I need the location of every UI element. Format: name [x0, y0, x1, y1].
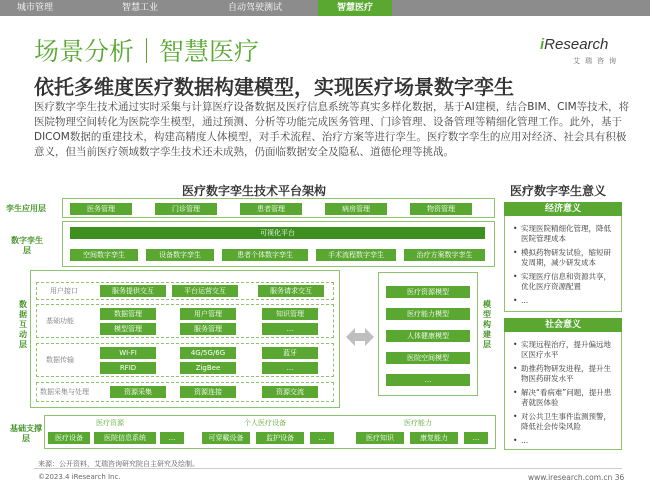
bf-item-data-management: 数据管理 — [100, 308, 156, 320]
infra-medical-devices: 医疗设备 — [48, 432, 90, 444]
list-item: • 实现医院精细化管理，降低医院管理成本 — [512, 224, 618, 244]
footer-divider — [34, 468, 622, 469]
infra-monitors: 监护设备 — [256, 432, 304, 444]
tab-smart-industry[interactable]: 智慧工业 — [121, 3, 158, 13]
dc-item-resource-exchange: 资源交流 — [262, 386, 318, 398]
model-more: ... — [386, 374, 470, 386]
list-item: • 实现远程治疗，提升偏远地区医疗水平 — [512, 340, 618, 360]
model-medical-resources: 医疗资源模型 — [386, 286, 470, 298]
bf-item-more: ... — [262, 323, 318, 335]
twin-item-device: 设备数字孪生 — [146, 249, 214, 261]
layer-label-model: 模型构建层 — [483, 300, 491, 349]
basic-functions-label: 基础功能 — [46, 317, 74, 325]
ui-item-platform-operation: 平台运营交互 — [172, 285, 238, 297]
model-medical-capability: 医疗能力模型 — [386, 308, 470, 320]
layer-label-interaction: 数据互动层 — [19, 300, 27, 349]
page-subtitle: 依托多维度医疗数据构建模型，实现医疗场景数字孪生 — [34, 75, 514, 99]
significance-title: 医疗数字孪生意义 — [510, 184, 607, 198]
visualization-platform: 可视化平台 — [70, 227, 485, 239]
model-human-health: 人体健康模型 — [386, 330, 470, 342]
bf-item-knowledge-management: 知识管理 — [262, 308, 318, 320]
tab-autonomous-driving[interactable]: 自动驾驶测试 — [227, 3, 282, 13]
description-paragraph: 医疗数字孪生技术通过实时采集与计算医疗设备数据及医疗信息系统等真实多样化数据，基于AI建模，结合BIM、CIM等技术，将医院物理空间转化为医院孪生模型，通过预测、分析等功能完成医务管理、门诊管理、设备管理等精细化管理工作。此外，基于DICOM数据的重建技术，构建高精度人体模型，对手术流程、治疗方案等进行孪生。医疗数字孪生的应用对经济、社会具有积极意义，但当前医疗领域数字孪生技术还未成熟，仍面临数据安全及隐私、道德伦理等挑战。 — [34, 101, 630, 158]
page-number: 36 — [614, 473, 625, 482]
ui-item-service-request: 服务请求交互 — [258, 285, 324, 297]
list-item: • ... — [512, 296, 618, 306]
layer-label-application: 孪生应用层 — [6, 204, 46, 213]
twin-item-treatment: 治疗方案数字孪生 — [404, 249, 485, 261]
user-interface-label: 用户接口 — [50, 287, 78, 295]
dt-item-bluetooth: 蓝牙 — [262, 347, 318, 359]
data-collection-label: 数据采集与处理 — [40, 388, 89, 396]
bidirectional-arrow-icon — [346, 326, 374, 348]
app-item-outpatient: 门诊管理 — [155, 203, 217, 215]
bf-item-service-management: 服务管理 — [180, 323, 236, 335]
infra-medical-capability-label: 医疗能力 — [404, 419, 432, 427]
data-transmission-label: 数据传输 — [46, 356, 74, 364]
tab-smart-healthcare[interactable]: 智慧医疗 — [318, 0, 392, 16]
twin-item-space: 空间数字孪生 — [70, 249, 138, 261]
dt-item-zigbee: ZigBee — [180, 362, 236, 374]
tab-city-management[interactable]: 城市管理 — [16, 3, 53, 13]
bf-item-model-management: 模型管理 — [100, 323, 156, 335]
layer-label-twin: 数字孪生层 — [11, 236, 43, 255]
app-item-ward: 病房管理 — [325, 203, 387, 215]
dt-item-cellular: 4G/5G/6G — [180, 347, 236, 359]
dt-item-rfid: RFID — [100, 362, 156, 374]
app-item-patient: 患者管理 — [240, 203, 302, 215]
list-item: • ... — [512, 436, 618, 446]
list-item: • 解决“看病难”问题，提升患者就医体验 — [512, 388, 618, 408]
iresearch-logo: iResearch 艾瑞咨询 — [540, 36, 621, 65]
social-significance-list — [512, 340, 618, 450]
economic-significance-list — [512, 224, 618, 310]
infra-medical-knowledge: 医疗知识 — [356, 432, 404, 444]
list-item: • 实现医疗信息和资源共享，优化医疗资源配置 — [512, 272, 618, 292]
dt-item-more: ... — [262, 362, 318, 374]
app-item-supplies: 物资管理 — [410, 203, 472, 215]
ui-item-service-provision: 服务提供交互 — [100, 285, 166, 297]
twin-item-patient: 患者个体数字孪生 — [222, 249, 308, 261]
twin-item-surgery: 手术流程数字孪生 — [316, 249, 396, 261]
infra-wearables: 可穿戴设备 — [202, 432, 250, 444]
infra-his: 医院信息系统 — [94, 432, 156, 444]
infra-personal-devices-label: 个人医疗设备 — [244, 419, 286, 427]
infra-medical-resources-label: 医疗资源 — [96, 419, 124, 427]
source-note: 来源：公开资料，艾瑞咨询研究院自主研究及绘制。 — [38, 460, 199, 468]
bf-item-user-management: 用户管理 — [180, 308, 236, 320]
model-hospital-space: 医院空间模型 — [386, 352, 470, 364]
page-title: 场景分析｜智慧医疗 — [34, 37, 260, 66]
app-item-medical-affairs: 医务管理 — [70, 203, 132, 215]
diagram-title: 医疗数字孪生技术平台架构 — [182, 184, 327, 198]
economic-significance-head: 经济意义 — [504, 202, 622, 216]
social-significance-head: 社会意义 — [504, 318, 622, 332]
footer-url[interactable]: www.iresearch.com.cn 36 — [528, 473, 625, 482]
infra-personal-devices-more: ... — [310, 432, 334, 444]
list-item: • 模拟药物研发试验，缩短研发周期，减少研发成本 — [512, 248, 618, 268]
dt-item-wifi: WI-FI — [100, 347, 156, 359]
dc-item-resource-connection: 资源连接 — [180, 386, 236, 398]
list-item: • 对公共卫生事件监测预警，降低社会传染风险 — [512, 412, 618, 432]
top-nav — [0, 0, 650, 16]
infra-rehab-capability: 康复能力 — [410, 432, 458, 444]
list-item: • 助推药物研发进程，提升生物医药研发水平 — [512, 364, 618, 384]
infra-medical-resources-more: ... — [160, 432, 184, 444]
dc-item-resource-collection: 资源采集 — [110, 386, 166, 398]
layer-label-infra: 基础支撑层 — [10, 424, 42, 443]
copyright: ©2023.4 iResearch Inc. — [38, 473, 121, 481]
infra-medical-capability-more: ... — [464, 432, 488, 444]
